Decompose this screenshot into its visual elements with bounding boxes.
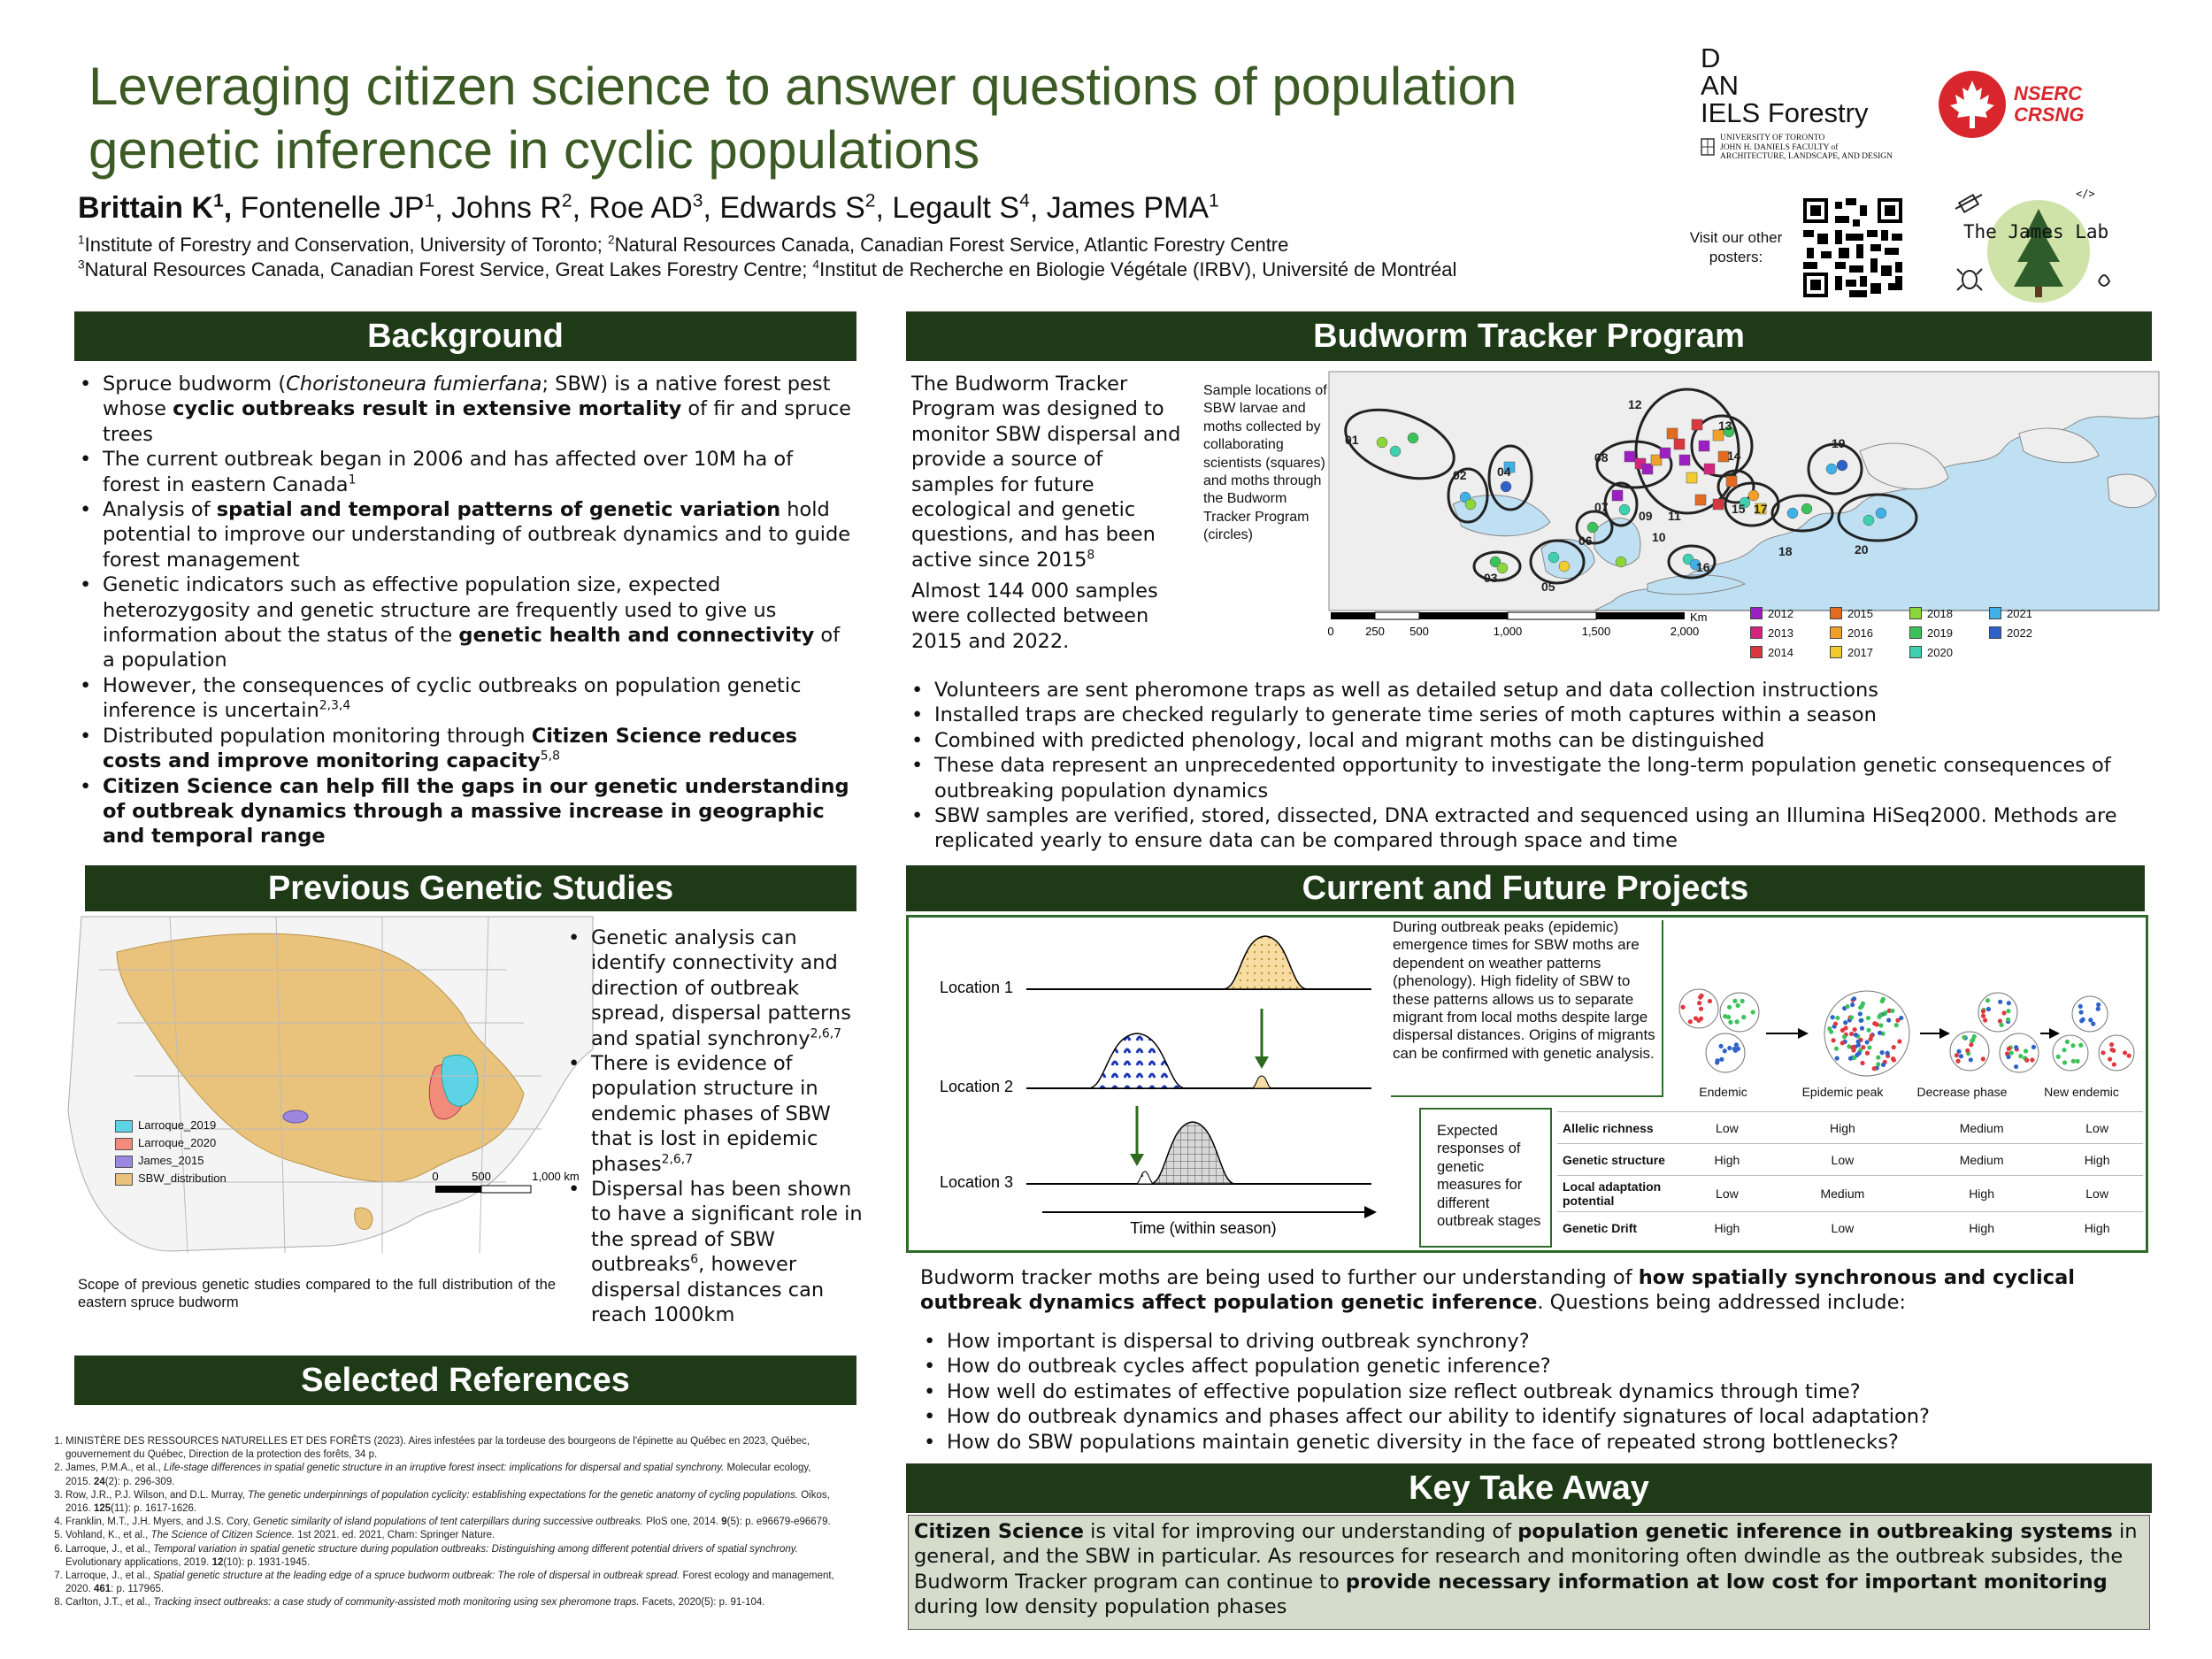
- research-question: • How do SBW populations maintain genetic diversity in the face of repeated strong bottlenecks?: [918, 1430, 2148, 1455]
- allele-dot: [1965, 1048, 1970, 1053]
- allele-dot: [1723, 1048, 1727, 1053]
- allele-dot: [2108, 1056, 2112, 1061]
- allele-dot: [1858, 1011, 1863, 1016]
- legend-item: James_2015: [115, 1152, 227, 1170]
- allele-dot: [2078, 1043, 2083, 1048]
- maple-leaf-icon: [1938, 70, 2007, 139]
- year-legend-item: 2018: [1909, 603, 1980, 623]
- allele-dot: [1876, 1062, 1880, 1066]
- scale-tick: 500: [1409, 625, 1429, 638]
- sample-marker: [1501, 481, 1511, 492]
- allele-dot: [1842, 1034, 1847, 1039]
- sample-marker: [1876, 508, 1886, 518]
- sample-marker: [1713, 499, 1724, 510]
- allele-dot: [2096, 1007, 2101, 1011]
- sample-marker: [1679, 455, 1690, 465]
- allele-dot: [1881, 1063, 1886, 1067]
- allele-dot: [1878, 1023, 1883, 1027]
- reference-item: 5. Vohland, K., et al., The Science of Citizen Science. 1st 2021. ed. 2021, Cham: Springer Nature.: [65, 1529, 839, 1542]
- allele-dot: [1833, 1021, 1838, 1025]
- expected-responses-label: Expected responses of genetic measures for different outbreak stages: [1437, 1123, 1541, 1230]
- legend-item: Larroque_2019: [115, 1117, 227, 1134]
- site-label: 05: [1541, 580, 1555, 594]
- allele-dot: [2024, 1048, 2028, 1053]
- allele-dot: [1699, 1007, 1703, 1011]
- allele-dot: [1866, 1028, 1870, 1033]
- previous-map-caption: Scope of previous genetic studies compared to the full distribution of the eastern spruce budworm: [78, 1277, 556, 1310]
- site-label: 09: [1639, 509, 1653, 523]
- allele-dot: [1860, 1061, 1864, 1065]
- allele-dot: [1728, 1020, 1732, 1025]
- header-current-future-projects: Current and Future Projects: [906, 865, 2145, 911]
- population-circle: [2053, 1035, 2088, 1071]
- allele-dot: [1865, 1040, 1870, 1044]
- code-tag: </>: [2076, 188, 2095, 200]
- year-legend-item: 2012: [1750, 603, 1821, 623]
- allele-dot: [1970, 1037, 1975, 1041]
- reference-item: 6. Larroque, J., et al., Temporal variation in spatial genetic structure during population outbreaks: Distinguishing among different potential drivers of spatial synchrony. Evolutionary applications, 2019. 12(10): p. 1931-1945.: [65, 1543, 839, 1570]
- previous-studies-legend: [115, 1117, 227, 1187]
- allele-dot: [1955, 1059, 1960, 1064]
- research-question: • How important is dispersal to driving outbreak synchrony?: [918, 1329, 2148, 1354]
- background-bullet: • However, the consequences of cyclic outbreaks on population genetic inference is uncertain$^{2,3,4}$: [74, 673, 853, 724]
- allele-dot: [2032, 1045, 2036, 1049]
- allele-dot: [2112, 1062, 2116, 1066]
- sample-marker: [1863, 515, 1874, 526]
- research-question: • How do outbreak dynamics and phases affect our ability to identify signatures of local adaptation?: [918, 1404, 2148, 1429]
- outbreak-stage-diagram: [1663, 964, 2141, 1097]
- table-row: Allelic richness Low High Medium Low: [1557, 1112, 2143, 1144]
- time-axis-label: Time (within season): [1130, 1219, 1277, 1237]
- allele-dot: [1718, 1044, 1723, 1048]
- allele-dot: [2014, 1064, 2018, 1069]
- projects-intro: Budworm tracker moths are being used to further our understanding of how spatially synchronous and cyclical outbreak dynamics affect population genetic inference. Questions being addressed include:: [920, 1266, 2075, 1315]
- background-bullet: • Citizen Science can help fill the gaps in our genetic understanding of outbreak dynamics through a massive increase in geographic and temporal range: [74, 774, 853, 849]
- allele-dot: [1983, 1018, 1987, 1022]
- sample-marker: [1801, 503, 1812, 514]
- key-takeaway-text: Citizen Science is vital for improving our understanding of population genetic inference in outbreaking systems in general, and the SBW in particular. As resources for research and monitoring often dwindle as the outbreak subsides, the Budworm Tracker program can continue to provide necessary information at low cost for important monitoring during low density population phases: [908, 1515, 2150, 1630]
- year-legend-item: 2020: [1909, 642, 1980, 662]
- site-label: 01: [1345, 433, 1359, 447]
- allele-dot: [1719, 1057, 1724, 1062]
- sample-marker: [1695, 495, 1706, 505]
- sample-marker: [1559, 561, 1570, 572]
- map-scale-bar: [1327, 611, 1708, 641]
- affiliations-line-1: $^1$Institute of Forestry and Conservation, University of Toronto; $^2$Natural Resources Canada, Canadian Forest Service, Atlantic Forestry Centre: [78, 233, 1289, 256]
- allele-dot: [1886, 1051, 1890, 1056]
- scale-tick: 1,000: [1493, 625, 1523, 638]
- peak-text-frame: [1391, 920, 1663, 1097]
- scale-tick: 0: [1327, 625, 1334, 638]
- allele-dot: [2076, 1059, 2080, 1064]
- stage-label: Decrease phase: [1916, 1085, 2008, 1099]
- previous-bullets: [563, 926, 864, 1328]
- allele-dot: [2007, 1047, 2011, 1051]
- allele-dot: [2014, 1045, 2018, 1049]
- allele-dot: [1845, 1004, 1849, 1009]
- svg-text:0: 0: [432, 1170, 439, 1183]
- allele-dot: [1843, 1020, 1847, 1025]
- allele-dot: [1853, 1027, 1857, 1032]
- site-label: 12: [1628, 397, 1642, 411]
- allele-dot: [2071, 1059, 2076, 1064]
- site-label: 06: [1578, 534, 1593, 548]
- allele-dot: [1708, 999, 1712, 1003]
- allele-dot: [2001, 1010, 2006, 1015]
- allele-dot: [1854, 1033, 1858, 1037]
- reference-item: 4. Franklin, M.T., J.H. Myers, and J.S. Cory, Genetic similarity of island populations of tent caterpillars during successive outbreaks. PloS one, 2014. 9(5): p. e96679-e96679.: [65, 1516, 839, 1529]
- year-legend-item: 2021: [1989, 603, 2060, 623]
- allele-dot: [2006, 1009, 2010, 1013]
- coauthor: James PMA$^1$: [1038, 190, 1219, 225]
- background-bullet: • Genetic indicators such as effective population size, expected heterozygosity and genetic structure are frequently used to give us information about the status of the genetic health and connectivity of a population: [74, 572, 853, 673]
- allele-dot: [1879, 1050, 1884, 1055]
- stage-labels: [1663, 1085, 2141, 1099]
- allele-dot: [1870, 1033, 1874, 1038]
- allele-dot: [2024, 1058, 2029, 1063]
- sample-marker: [1787, 508, 1798, 518]
- year-legend-item: 2019: [1909, 623, 1980, 642]
- year-legend: [1750, 603, 2051, 662]
- header-selected-references: Selected References: [74, 1356, 856, 1405]
- coauthor: Legault $S^4$,: [883, 190, 1039, 225]
- reference-item: 3. Row, J.R., P.J. Wilson, and D.L. Murray, The genetic underpinnings of population cyclicity: establishing expectations for the genetic anatomy of cycling populations. Oikos, 2016. 125(11): p. 1617-1626.: [65, 1489, 839, 1516]
- budworm-bullet: • Combined with predicted phenology, local and migrant moths can be distinguished: [906, 728, 2145, 753]
- james-lab-logo: The James Lab </>: [1943, 182, 2129, 306]
- allele-dot: [1878, 1013, 1883, 1018]
- year-legend-item: 2015: [1830, 603, 1901, 623]
- header-key-take-away: Key Take Away: [906, 1463, 2152, 1513]
- reference-item: 2. James, P.M.A., et al., Life-stage differences in spatial genetic structure in an irruptive forest insect: implications for dispersal and spatial synchrony. Molecular ecology, 2015. 24(2): p. 296-309.: [65, 1462, 839, 1488]
- previous-bullet: • Genetic analysis can identify connectivity and direction of outbreak spread, dispersal patterns and spatial synchrony$^{2,6,7}$: [563, 926, 864, 1051]
- year-legend-item: 2014: [1750, 642, 1821, 662]
- allele-dot: [1890, 1009, 1894, 1013]
- allele-dot: [1892, 1057, 1896, 1062]
- allele-dot: [1740, 999, 1745, 1003]
- allele-dot: [1688, 1019, 1693, 1024]
- lead-author: Brittain K: [78, 191, 213, 225]
- allele-dot: [1843, 1025, 1847, 1030]
- background-bullets: [74, 372, 853, 849]
- sample-marker: [1465, 499, 1476, 510]
- allele-dot: [1840, 1041, 1845, 1045]
- previous-bullet: • Dispersal has been shown to have a significant role in the spread of SBW outbreaks$^6$, however dispersal distances can reach 1000km: [563, 1177, 864, 1327]
- budworm-bullet: • SBW samples are verified, stored, dissected, DNA extracted and sequenced using an Illumina HiSeq2000. Methods are replicated yearly to ensure data can be compared through space and time: [906, 803, 2145, 854]
- allele-dot: [1981, 1056, 1985, 1061]
- site-label: 04: [1497, 465, 1511, 479]
- sample-marker: [1748, 490, 1759, 501]
- allele-dot: [2018, 1054, 2023, 1058]
- research-question: • How well do estimates of effective population size reflect outbreak dynamics through time?: [918, 1379, 2148, 1404]
- sample-marker: [1667, 428, 1678, 439]
- qr-code-icon[interactable]: [1803, 198, 1902, 297]
- stage-label: Epidemic peak: [1801, 1085, 1884, 1099]
- author-list: Brittain $K^1$, Fontenelle $JP^1$, Johns $R^2$, Roe $AD^3$, Edwards $S^2$, Legault $S^4$, James PMA$^1$: [78, 190, 1219, 225]
- background-bullet: • Distributed population monitoring through Citizen Science reduces costs and improve monitoring capacity$^{5,8}$: [74, 724, 853, 774]
- arrow-icon: [1939, 1028, 1950, 1039]
- allele-dot: [1985, 998, 1990, 1002]
- allele-dot: [1694, 1016, 1698, 1020]
- allele-dot: [1849, 1032, 1854, 1036]
- allele-dot: [2062, 1060, 2067, 1064]
- budworm-sample-map: [1329, 372, 2159, 611]
- allele-dot: [1955, 1053, 1959, 1057]
- allele-dot: [2096, 1002, 2101, 1007]
- allele-dot: [1981, 1009, 1985, 1013]
- stage-label: Endemic: [1699, 1085, 1747, 1099]
- table-row: Local adaptation potential Low Medium High Low: [1557, 1176, 2143, 1212]
- map-caption: Sample locations of SBW larvae and moths collected by collaborating scientists (squares) and moths through the Budworm Tracker Program (circles): [1203, 383, 1327, 543]
- reference-list: [42, 1435, 839, 1610]
- sample-marker: [1616, 557, 1626, 567]
- population-circle: [1824, 991, 1909, 1076]
- background-bullet: • Analysis of spatial and temporal patterns of genetic variation hold potential to improve our understanding of outbreak dynamics and to guide forest management: [74, 497, 853, 572]
- allele-dot: [1894, 1023, 1899, 1027]
- budworm-intro: The Budworm Tracker Program was designed to monitor SBW dispersal and provide a source of samples for future ecological and genetic questions, and has been active since 2015$^8$: [911, 373, 1181, 572]
- stage-label: New endemic: [2044, 1085, 2119, 1099]
- allele-dot: [2123, 1050, 2127, 1055]
- allele-dot: [1899, 1016, 1903, 1020]
- allele-dot: [1850, 1002, 1855, 1007]
- sample-marker: [1408, 433, 1418, 443]
- site-label: 08: [1594, 450, 1609, 465]
- location-2-label: Location 2: [940, 1078, 1014, 1095]
- allele-dot: [1834, 1047, 1839, 1051]
- table-row: Genetic structure High Low Medium High: [1557, 1144, 2143, 1176]
- allele-dot: [1969, 1057, 1973, 1062]
- reference-item: 7. Larroque, J., et al., Spatial genetic structure at the leading edge of a spruce budworm outbreak: The role of dispersal in outbreak spread. Forest ecology and management, 2020. 461: p. 117965.: [65, 1570, 839, 1596]
- sample-marker: [1692, 419, 1702, 430]
- allele-dot: [1680, 1005, 1685, 1010]
- allele-dot: [2079, 1010, 2084, 1014]
- research-question: • How do outbreak cycles affect population genetic inference?: [918, 1354, 2148, 1379]
- allele-dot: [1849, 1015, 1854, 1019]
- allele-dot: [1881, 997, 1886, 1002]
- allele-dot: [1897, 1039, 1901, 1043]
- location-3-label: Location 3: [940, 1173, 1014, 1191]
- sample-marker: [1377, 437, 1387, 448]
- header-background: Background: [74, 311, 856, 361]
- allele-dot: [1892, 1045, 1896, 1049]
- allele-dot: [2091, 1022, 2095, 1026]
- budworm-bullet: • Installed traps are checked regularly to generate time series of moth captures within a season: [906, 703, 2145, 727]
- allele-dot: [1699, 1017, 1703, 1021]
- svg-text:500: 500: [472, 1170, 491, 1183]
- arrow-icon: [2049, 1028, 2060, 1039]
- site-label: 10: [1652, 530, 1666, 544]
- allele-dot: [1732, 999, 1737, 1003]
- background-bullet: • The current outbreak began in 2006 and has affected over 10M ha of forest in eastern Canada$^1$: [74, 447, 853, 497]
- poster-title: Leveraging citizen science to answer questions of population genetic inference in cyclic populations: [88, 57, 1517, 180]
- coauthor: Johns $R^2$,: [442, 190, 581, 225]
- allele-dot: [1723, 1014, 1727, 1018]
- scale-tick: 1,500: [1581, 625, 1611, 638]
- site-label: 20: [1855, 542, 1869, 557]
- allele-dot: [1741, 1015, 1746, 1019]
- site-label: 13: [1718, 419, 1732, 433]
- emergence-time-diagram: [911, 920, 1389, 1249]
- coauthors: [241, 191, 1219, 225]
- allele-dot: [1962, 1035, 1966, 1040]
- allele-dot: [1832, 1038, 1836, 1042]
- allele-dot: [1865, 1051, 1870, 1056]
- site-label: 18: [1778, 544, 1793, 558]
- allele-dot: [2065, 1040, 2070, 1044]
- population-circle: [2072, 996, 2108, 1032]
- budworm-bullets: [906, 678, 2145, 854]
- sample-marker: [1548, 552, 1559, 563]
- allele-dot: [2127, 1054, 2131, 1058]
- allele-dot: [1699, 994, 1703, 998]
- site-label: 15: [1732, 502, 1746, 516]
- allele-dot: [1734, 1042, 1739, 1047]
- allele-dot: [2062, 1048, 2066, 1052]
- allele-dot: [1860, 1026, 1864, 1031]
- location-1-label: Location 1: [940, 979, 1014, 996]
- allele-dot: [2070, 1043, 2075, 1048]
- allele-dot: [1861, 1045, 1865, 1049]
- site-label: 17: [1754, 502, 1768, 516]
- allele-dot: [1727, 1046, 1732, 1050]
- allele-dot: [2056, 1055, 2061, 1059]
- table-row: Genetic Drift High Low High High: [1557, 1212, 2143, 1244]
- allele-dot: [2030, 1057, 2034, 1062]
- sample-marker: [1826, 464, 1837, 474]
- arrow-icon: [1798, 1028, 1809, 1039]
- allele-dot: [2101, 1050, 2105, 1055]
- reference-item: 8. Carlton, J.T., et al., Tracking insect outbreaks: a case study of community-assisted moth monitoring using sex pheromone traps. Facets, 2020(5): p. 91-104.: [65, 1596, 839, 1609]
- year-legend-item: 2022: [1989, 623, 2060, 642]
- legend-item: SBW_distribution: [115, 1170, 227, 1187]
- year-legend-item: 2016: [1830, 623, 1901, 642]
- sample-marker: [1624, 451, 1635, 462]
- sample-marker: [1660, 448, 1671, 458]
- research-questions: [918, 1329, 2148, 1455]
- allele-dot: [1859, 1018, 1863, 1023]
- year-legend-item: 2017: [1830, 642, 1901, 662]
- allele-dot: [1852, 996, 1856, 1001]
- coauthor: Roe $AD^3$,: [580, 190, 711, 225]
- site-label: 02: [1453, 468, 1467, 482]
- sample-marker: [1726, 476, 1737, 487]
- sample-marker: [1704, 464, 1715, 474]
- site-label: 03: [1484, 571, 1498, 585]
- sbw-distribution-map: [64, 917, 593, 1263]
- allele-dot: [1858, 1005, 1863, 1010]
- sample-marker: [1587, 522, 1598, 533]
- previous-bullet: • There is evidence of population structure in endemic phases of SBW that is lost in epidemic phases$^{2,6,7}$: [563, 1051, 864, 1177]
- allele-dot: [2109, 1048, 2114, 1052]
- sample-marker: [1619, 504, 1630, 515]
- allele-dot: [1872, 1066, 1877, 1071]
- allele-dot: [1886, 1018, 1891, 1022]
- allele-dot: [1998, 1000, 2002, 1004]
- allele-dot: [2088, 1018, 2093, 1022]
- daniels-forestry-logo: D AN IELS Forestry UNIVERSITY OF TORONTO JOHN H. DANIELS FACULTY of ARCHITECTURE, LANDSCAPE, AND DESIGN: [1701, 42, 1893, 161]
- allele-dot: [2006, 1055, 2010, 1059]
- site-label: 11: [1668, 509, 1681, 523]
- header-budworm-tracker: Budworm Tracker Program: [906, 311, 2152, 361]
- coauthor: Fontenelle $JP^1$,: [240, 190, 443, 225]
- allele-dot: [1736, 1003, 1740, 1008]
- legend-item: Larroque_2020: [115, 1134, 227, 1152]
- sample-marker: [1612, 490, 1623, 501]
- sample-marker: [1686, 472, 1697, 483]
- reference-item: 1. MINISTÈRE DES RESSOURCES NATURELLES ET DES FORÊTS (2023). Aires infestées par la tordeuse des bourgeons de l'épinette au Québec en 2023, Québec, gouvernement du Québec, Direction de la protection des forêts, 34 p.: [65, 1435, 839, 1462]
- allele-dot: [1878, 1031, 1882, 1035]
- allele-dot: [1715, 1060, 1719, 1064]
- background-bullet: • Spruce budworm (Choristoneura fumierfana; SBW) is a native forest pest whose cyclic outbreaks result in extensive mortality of fir and spruce trees: [74, 372, 853, 447]
- allele-dot: [1850, 1045, 1855, 1049]
- allele-dot: [1956, 1049, 1961, 1054]
- allele-dot: [1852, 1056, 1856, 1060]
- allele-dot: [1866, 1016, 1870, 1020]
- scale-tick: 2,000: [1670, 625, 1700, 638]
- allele-dot: [2006, 1018, 2010, 1022]
- sample-marker: [1837, 460, 1847, 471]
- allele-dot: [1876, 1056, 1880, 1060]
- scale-tick: 250: [1365, 625, 1385, 638]
- peak-explanation: During outbreak peaks (epidemic) emergence times for SBW moths are dependent on weather patterns (phenology). High fidelity of SBW to these patterns allows us to separate migrant from local moths despite large dispersal distances. Origins of migrants can be confirmed with genetic analysis.: [1393, 918, 1655, 1062]
- nserc-logo: NSERC CRSNG: [1938, 69, 2115, 140]
- allele-dot: [1727, 1005, 1732, 1010]
- sample-marker: [1497, 563, 1508, 573]
- allele-dot: [1986, 1007, 1991, 1011]
- site-label: 19: [1832, 436, 1846, 450]
- allele-dot: [1735, 1019, 1740, 1024]
- allele-dot: [2000, 1023, 2004, 1027]
- budworm-sample-count: Almost 144 000 samples were collected between 2015 and 2022.: [911, 580, 1158, 653]
- scale-unit: Km: [1690, 611, 1708, 624]
- allele-dot: [2007, 1001, 2011, 1005]
- budworm-bullet: • Volunteers are sent pheromone traps as well as detailed setup and data collection instructions: [906, 678, 2145, 703]
- allele-dot: [1981, 1014, 1985, 1018]
- budworm-bullet: • These data represent an unprecedented opportunity to investigate the long-term population genetic consequences of outbreaking population dynamics: [906, 753, 2145, 803]
- allele-dot: [2109, 1042, 2114, 1047]
- allele-dot: [2078, 1004, 2083, 1009]
- uoft-crest-icon: [1701, 138, 1715, 157]
- coauthor: Edwards $S^2$,: [710, 190, 884, 225]
- svg-text:1,000 km: 1,000 km: [532, 1170, 580, 1183]
- allele-dot: [1857, 1051, 1862, 1056]
- site-label: 14: [1727, 449, 1741, 463]
- header-previous-genetic-studies: Previous Genetic Studies: [85, 865, 856, 911]
- allele-dot: [1856, 1043, 1861, 1048]
- year-legend-item: 2013: [1750, 623, 1821, 642]
- allele-dot: [1959, 1054, 1963, 1058]
- affiliations-line-2: $^3$Natural Resources Canada, Canadian Forest Service, Great Lakes Forestry Centre; $^4$Institut de Recherche en Biologie Végétale (IRBV), Université de Montréal: [78, 257, 1457, 280]
- allele-dot: [1697, 1001, 1701, 1005]
- site-label: 16: [1696, 560, 1710, 574]
- allele-dot: [1872, 1021, 1877, 1025]
- sample-marker: [1699, 441, 1709, 451]
- allele-dot: [1835, 1056, 1839, 1060]
- sample-marker: [1390, 446, 1401, 457]
- allele-dot: [1969, 1042, 1973, 1047]
- allele-dot: [1829, 1029, 1833, 1033]
- visit-posters-label: Visit our other posters:: [1689, 229, 1783, 265]
- sample-marker: [1674, 439, 1685, 449]
- allele-dot: [1751, 1010, 1755, 1014]
- allele-dot: [2081, 1018, 2085, 1022]
- allele-dot: [2009, 1050, 2014, 1055]
- allele-dot: [1835, 1016, 1839, 1020]
- genetic-measures-table: [1557, 1111, 2143, 1244]
- site-label: 07: [1594, 500, 1609, 514]
- allele-dot: [1831, 1015, 1835, 1019]
- allele-dot: [1867, 1045, 1871, 1049]
